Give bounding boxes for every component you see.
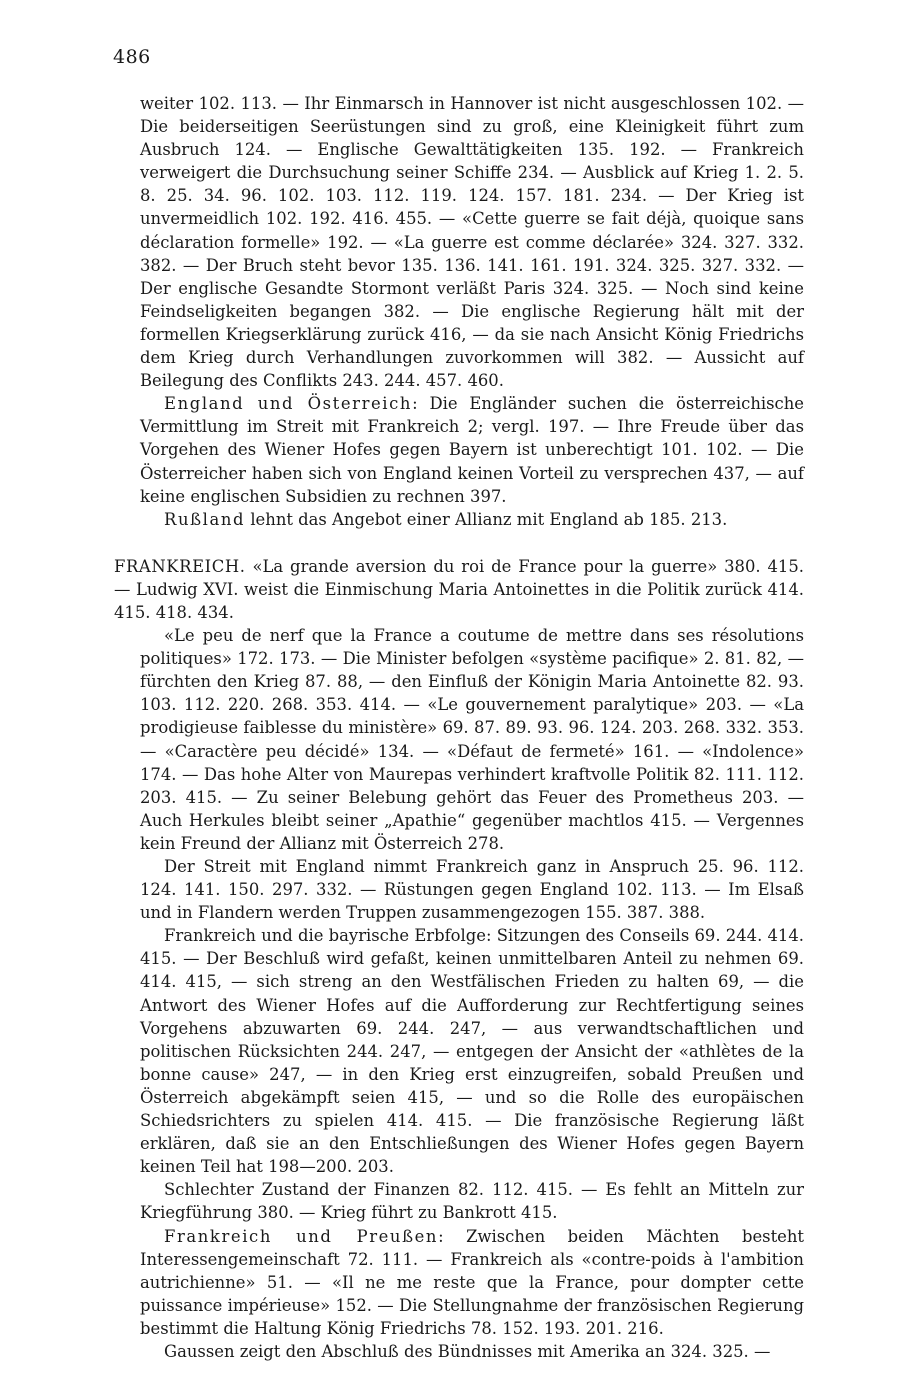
index-paragraph	[140, 855, 804, 924]
paragraph-text: «Le peu de nerf que la France a coutume de mettre dans ses résolutions politiques» 172. 173. — Die Minister befolgen «système pacifique» 2. 81. 82, — fürchten den Krieg 87. 88, — den Einfluß der Königin Maria Antoinette 82. 93. 103. 112. 220. 268. 353. 414. — «Le gouvernement paralytique» 203. — «La prodigieuse faiblesse du ministère» 69. 87. 89. 93. 96. 124. 203. 268. 332. 353. — «Caractère peu décidé» 134. — «Défaut de fermeté» 161. — «Indolence» 174. — Das hohe Alter von Maurepas verhindert kraftvolle Politik 82. 111. 112. 203. 415. — Zu seiner Belebung gehört das Feuer des Prometheus 203. — Auch Herkules bleibt seiner „Apathie“ gegenüber machtlos 415. — Vergennes kein Freund der Allianz mit Österreich 278.	[140, 626, 804, 853]
index-paragraph	[140, 624, 804, 855]
paragraph-text: Frankreich und die bayrische Erbfolge: Sitzungen des Conseils 69. 244. 414. 415. — Der Beschluß wird gefaßt, keinen unmittelbaren Anteil zu nehmen 69. 414. 415, — sich streng an den Westfälischen Frieden zu halten 69, — die Antwort des Wiener Hofes auf die Aufforderung zur Rechtfertigung seines Vorgehens abzuwarten 69. 244. 247, — aus verwandtschaftlichen und politischen Rücksichten 244. 247, — entgegen der Ansicht der «athlètes de la bonne cause» 247, — in den Krieg erst einzugreifen, sobald Preußen und Österreich abgekämpft seien 415, — und so die Rolle des europäischen Schiedsrichters zu spielen 414. 415. — Die französische Regierung läßt erklären, daß sie an den Entschließungen des Wiener Hofes gegen Bayern keinen Teil hat 198—200. 203.	[140, 926, 804, 1177]
index-paragraph	[140, 508, 804, 531]
body-text	[114, 92, 804, 1363]
paragraph-text: : Die Engländer suchen die österreichische Vermittlung im Streit mit Frankreich 2; vergl. 197. — Ihre Freude über das Vorgehen des Wiener Hofes gegen Bayern ist unberechtigt 101. 102. — Die Österreicher haben sich von England keinen Vorteil zu versprechen 437, — auf keine englischen Subsidien zu rechnen 397.	[140, 394, 804, 506]
spaced-heading: England und Österreich	[164, 394, 413, 414]
page-number: 486	[113, 46, 151, 68]
index-paragraph	[140, 1225, 804, 1340]
index-paragraph	[140, 924, 804, 1178]
index-paragraph	[140, 1340, 804, 1363]
index-paragraph	[140, 92, 804, 392]
paragraph-text: «La grande aversion du roi de France pour la guerre» 380. 415. — Ludwig XVI. weist die Einmischung Maria Antoinettes in die Politik zurück 414. 415. 418. 434.	[114, 556, 804, 622]
index-paragraph	[140, 392, 804, 507]
spaced-heading: Rußland	[164, 509, 246, 529]
paragraph-text: Schlechter Zustand der Finanzen 82. 112. 415. — Es fehlt an Mitteln zur Kriegführung 380. — Krieg führt zu Bankrott 415.	[140, 1180, 804, 1223]
index-paragraph	[140, 1178, 804, 1224]
paragraph-text: : Zwischen beiden Mächten besteht Interessengemeinschaft 72. 111. — Frankreich als «contre-poids à l'ambition autrichienne» 51. — «Il ne me reste que la France, pour dompter cette puissance impérieuse» 152. — Die Stellungnahme der französischen Regierung bestimmt die Haltung König Friedrichs 78. 152. 193. 201. 216.	[140, 1226, 804, 1338]
paragraph-text: Gaussen zeigt den Abschluß des Bündnisses mit Amerika an 324. 325. —	[164, 1341, 771, 1361]
spaced-heading: Frankreich und Preußen	[164, 1226, 439, 1246]
paragraph-text: weiter 102. 113. — Ihr Einmarsch in Hannover ist nicht ausgeschlossen 102. — Die beiderseitigen Seerüstungen sind zu groß, eine Kleinigkeit führt zum Ausbruch 124. — Englische Gewalttätigkeiten 135. 192. — Frankreich verweigert die Durchsuchung seiner Schiffe 234. — Ausblick auf Krieg 1. 2. 5. 8. 25. 34. 96. 102. 103. 112. 119. 124. 157. 181. 234. — Der Krieg ist unvermeidlich 102. 192. 416. 455. — «Cette guerre se fait déjà, quoique sans déclaration formelle» 192. — «La guerre est comme déclarée» 324. 327. 332. 382. — Der Bruch steht bevor 135. 136. 141. 161. 191. 324. 325. 327. 332. — Der englische Gesandte Stormont verläßt Paris 324. 325. — Noch sind keine Feindseligkeiten begangen 382. — Die englische Regierung hält mit der formellen Kriegserklärung zurück 416, — da sie nach Ansicht König Friedrichs dem Krieg durch Verhandlungen zuvorkommen will 382. — Aussicht auf Beilegung des Conflikts 243. 244. 457. 460.	[140, 94, 804, 391]
section-gap	[140, 531, 804, 555]
index-entry	[114, 555, 804, 624]
paragraph-text: Der Streit mit England nimmt Frankreich ganz in Anspruch 25. 96. 112. 124. 141. 150. 297. 332. — Rüstungen gegen England 102. 113. — Im Elsaß und in Flandern werden Truppen zusammengezogen 155. 387. 388.	[140, 857, 804, 923]
entry-lemma: FRANKREICH.	[114, 556, 246, 576]
paragraph-text: lehnt das Angebot einer Allianz mit England ab 185. 213.	[245, 509, 728, 529]
